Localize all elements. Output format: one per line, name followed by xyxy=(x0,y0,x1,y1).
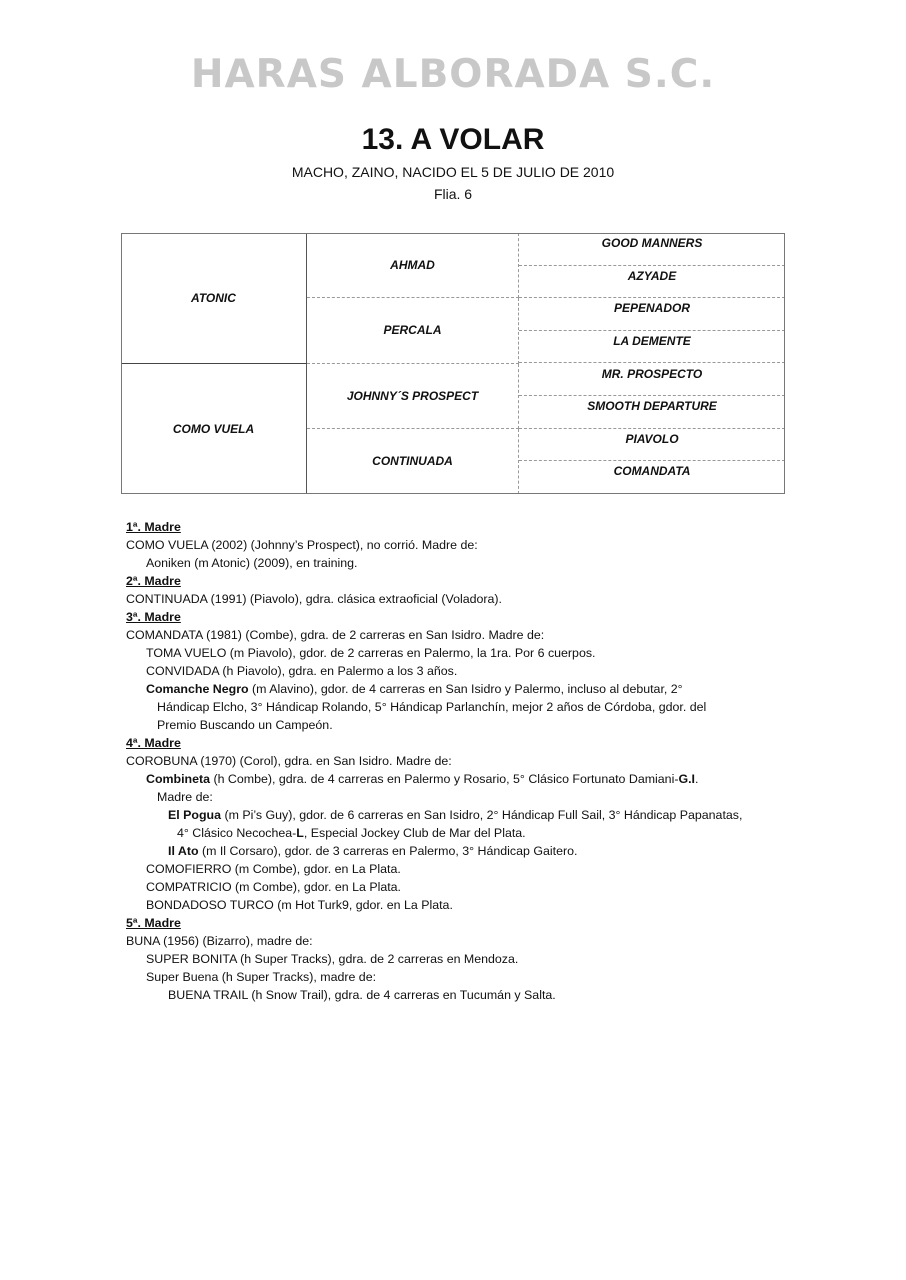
page-title: 13. A VOLAR xyxy=(361,123,545,156)
section-header-5: 5ª. Madre xyxy=(126,916,181,930)
grade-label: L xyxy=(296,826,304,840)
list-item-text: (m Il Corsaro), gdor. de 3 carreras en Palermo, 3° Hándicap Gaitero. xyxy=(198,844,578,858)
list-item: Aoniken (m Atonic) (2009), en training. xyxy=(146,556,358,570)
list-item-text: (m Pi’s Guy), gdor. de 6 carreras en San Isidro, 2° Hándicap Full Sail, 3° Hándicap Papanatas, xyxy=(221,808,743,822)
pedigree-g3-1: GOOD MANNERS xyxy=(519,233,785,266)
pedigree-table xyxy=(121,233,785,494)
brand-header: HARAS ALBORADA S.C. xyxy=(190,52,716,97)
list-item: Madre de: xyxy=(157,790,213,804)
list-item: COMPATRICIO (m Combe), gdor. en La Plata. xyxy=(146,880,402,894)
horse-name: Comanche Negro xyxy=(146,682,249,696)
list-item: BUNA (1956) (Bizarro), madre de: xyxy=(126,934,313,948)
list-item: CONVIDADA (h Piavolo), gdra. en Palermo a los 3 años. xyxy=(146,664,458,678)
pedigree-dam-dam: CONTINUADA xyxy=(307,429,519,494)
horse-name: El Pogua xyxy=(168,808,222,822)
list-item: COMOFIERRO (m Combe), gdor. en La Plata. xyxy=(146,862,401,876)
grade-label: G.I xyxy=(678,772,695,786)
list-item: BUENA TRAIL (h Snow Trail), gdra. de 4 carreras en Tucumán y Salta. xyxy=(168,988,556,1002)
pedigree-g3-3: PEPENADOR xyxy=(519,298,785,331)
pedigree-g3-8: COMANDATA xyxy=(613,464,691,479)
list-item: BONDADOSO TURCO (m Hot Turk9, gdor. en La Plata. xyxy=(146,898,453,912)
list-item-text: . xyxy=(694,772,699,786)
pedigree-dam-sire: JOHNNY´S PROSPECT xyxy=(307,364,519,429)
section-header-1: 1ª. Madre xyxy=(126,520,181,534)
section-header-4: 4ª. Madre xyxy=(126,736,181,750)
section-header-2: 2ª. Madre xyxy=(126,574,181,588)
horse-name: Combineta xyxy=(146,772,211,786)
pedigree-g3-5: MR. PROSPECTO xyxy=(519,364,785,397)
pedigree-dam: COMO VUELA xyxy=(121,364,307,495)
pedigree-sire: ATONIC xyxy=(121,233,307,364)
list-item-text: (h Combe), gdra. de 4 carreras en Palermo y Rosario, 5° Clásico Fortunato Damiani- xyxy=(210,772,679,786)
list-item: SUPER BONITA (h Super Tracks), gdra. de 2 carreras en Mendoza. xyxy=(146,952,519,966)
list-item: COROBUNA (1970) (Corol), gdra. en San Isidro. Madre de: xyxy=(126,754,452,768)
list-item-text: (m Alavino), gdor. de 4 carreras en San Isidro y Palermo, incluso al debutar, 2° xyxy=(248,682,683,696)
pedigree-sire-sire: AHMAD xyxy=(307,233,519,298)
section-header-3: 3ª. Madre xyxy=(126,610,181,624)
list-item-text: , Especial Jockey Club de Mar del Plata. xyxy=(303,826,526,840)
list-item xyxy=(126,806,806,824)
family-number: Flia. 6 xyxy=(433,186,473,202)
list-item xyxy=(126,770,806,788)
horse-name: Il Ato xyxy=(168,844,199,858)
list-item: CONTINUADA (1991) (Piavolo), gdra. clásica extraoficial (Voladora). xyxy=(126,592,502,606)
list-item xyxy=(126,680,806,698)
pedigree-g3-4: LA DEMENTE xyxy=(519,331,785,364)
pedigree-g3-7: PIAVOLO xyxy=(519,429,785,462)
list-item: Premio Buscando un Campeón. xyxy=(157,718,333,732)
pedigree-g3-6: SMOOTH DEPARTURE xyxy=(519,396,785,429)
list-item-text: 4° Clásico Necochea- xyxy=(177,826,297,840)
pedigree-g3-2: AZYADE xyxy=(519,266,785,299)
list-item: Hándicap Elcho, 3° Hándicap Rolando, 5° Hándicap Parlanchín, mejor 2 años de Córdoba, gdor. del xyxy=(157,700,707,714)
list-item: COMO VUELA (2002) (Johnny’s Prospect), no corrió. Madre de: xyxy=(126,538,478,552)
pedigree-sire-dam: PERCALA xyxy=(307,298,519,363)
horse-description: MACHO, ZAINO, NACIDO EL 5 DE JULIO DE 2010 xyxy=(291,164,615,180)
list-item xyxy=(126,824,806,842)
produce-record xyxy=(126,518,806,1004)
list-item: TOMA VUELO (m Piavolo), gdor. de 2 carreras en Palermo, la 1ra. Por 6 cuerpos. xyxy=(146,646,596,660)
list-item: COMANDATA (1981) (Combe), gdra. de 2 carreras en San Isidro. Madre de: xyxy=(126,628,545,642)
list-item: Super Buena (h Super Tracks), madre de: xyxy=(146,970,377,984)
list-item xyxy=(126,842,806,860)
